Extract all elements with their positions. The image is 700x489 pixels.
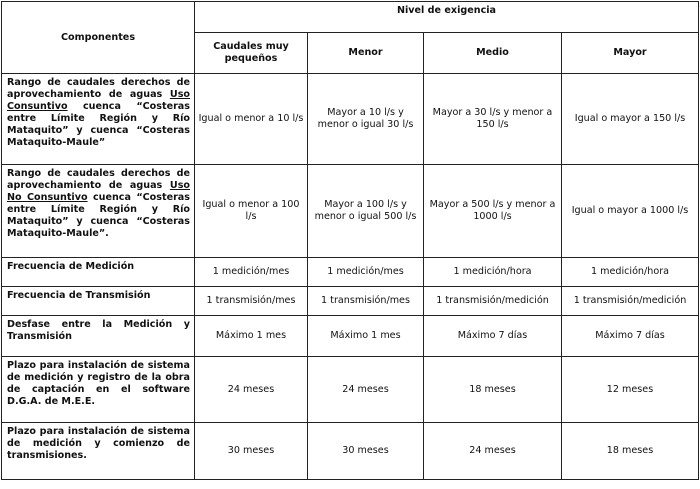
table-row [2,316,699,357]
table-cell: 30 meses [195,423,308,480]
table-cell: Máximo 7 días [562,316,699,357]
table-cell: 18 meses [424,357,562,423]
table-cell: 1 medición/mes [308,258,424,287]
table-cell: 24 meses [195,357,308,423]
row-label-measurement-frequency: Frecuencia de Medición [2,258,195,287]
level-group-header: Nivel de exigencia [195,2,699,33]
row-label-installation-transmission: Plazo para instalación de sistema de medición y comienzo de transmisiones. [2,423,195,480]
table-cell: 1 transmisión/mes [195,287,308,316]
row-label-non-consumptive: Rango de caudales derechos de aprovechamiento de aguas Uso No Consuntivo cuenca “Costeras entre Límite Región y Río Mataquito” y cuenca “Costeras Mataquito-Maule”. [2,165,195,258]
table-cell: 24 meses [424,423,562,480]
table-cell: 1 medición/mes [195,258,308,287]
table-cell: Igual o mayor a 150 l/s [562,74,699,165]
table-cell: Máximo 1 mes [308,316,424,357]
level-header-medium: Medio [424,33,562,74]
row-label-consumptive: Rango de caudales derechos de aprovechamiento de aguas Uso Consuntivo cuenca “Costeras entre Límite Región y Río Mataquito” y cuenca “Costeras Mataquito-Maule” [2,74,195,165]
table-cell: 18 meses [562,423,699,480]
requirements-table-container [1,1,699,480]
row-label-lag: Desfase entre la Medición y Transmisión [2,316,195,357]
table-cell: Máximo 7 días [424,316,562,357]
table-row [2,357,699,423]
table-cell: Igual o menor a 10 l/s [195,74,308,165]
table-cell: 1 transmisión/medición [424,287,562,316]
table-cell: Mayor a 30 l/s y menor a 150 l/s [424,74,562,165]
table-cell: 24 meses [308,357,424,423]
requirements-table [1,1,699,480]
table-cell: 12 meses [562,357,699,423]
table-row [2,74,699,165]
header-row-top [2,2,699,33]
table-cell: Mayor a 10 l/s y menor o igual 30 l/s [308,74,424,165]
level-header-minor: Menor [308,33,424,74]
table-row [2,423,699,480]
table-cell: 1 transmisión/mes [308,287,424,316]
row-label-transmission-frequency: Frecuencia de Transmisión [2,287,195,316]
table-cell: 1 medición/hora [562,258,699,287]
table-row [2,165,699,258]
table-cell: Mayor a 500 l/s y menor a 1000 l/s [424,165,562,258]
level-header-very-small: Caudales muy pequeños [195,33,308,74]
table-cell: Igual o mayor a 1000 l/s [562,165,699,258]
underlined-use-type: Uso Consuntivo [7,89,190,112]
underlined-use-type: Uso No Consuntivo [7,180,190,203]
level-header-major: Mayor [562,33,699,74]
table-cell: Máximo 1 mes [195,316,308,357]
table-row [2,287,699,316]
table-cell: Mayor a 100 l/s y menor o igual 500 l/s [308,165,424,258]
table-cell: Igual o menor a 100 l/s [195,165,308,258]
table-cell: 1 medición/hora [424,258,562,287]
row-label-installation-registration: Plazo para instalación de sistema de medición y registro de la obra de captación en el software D.G.A. de M.E.E. [2,357,195,423]
table-cell: 30 meses [308,423,424,480]
table-row [2,258,699,287]
components-header: Componentes [2,2,195,74]
table-cell: 1 transmisión/medición [562,287,699,316]
